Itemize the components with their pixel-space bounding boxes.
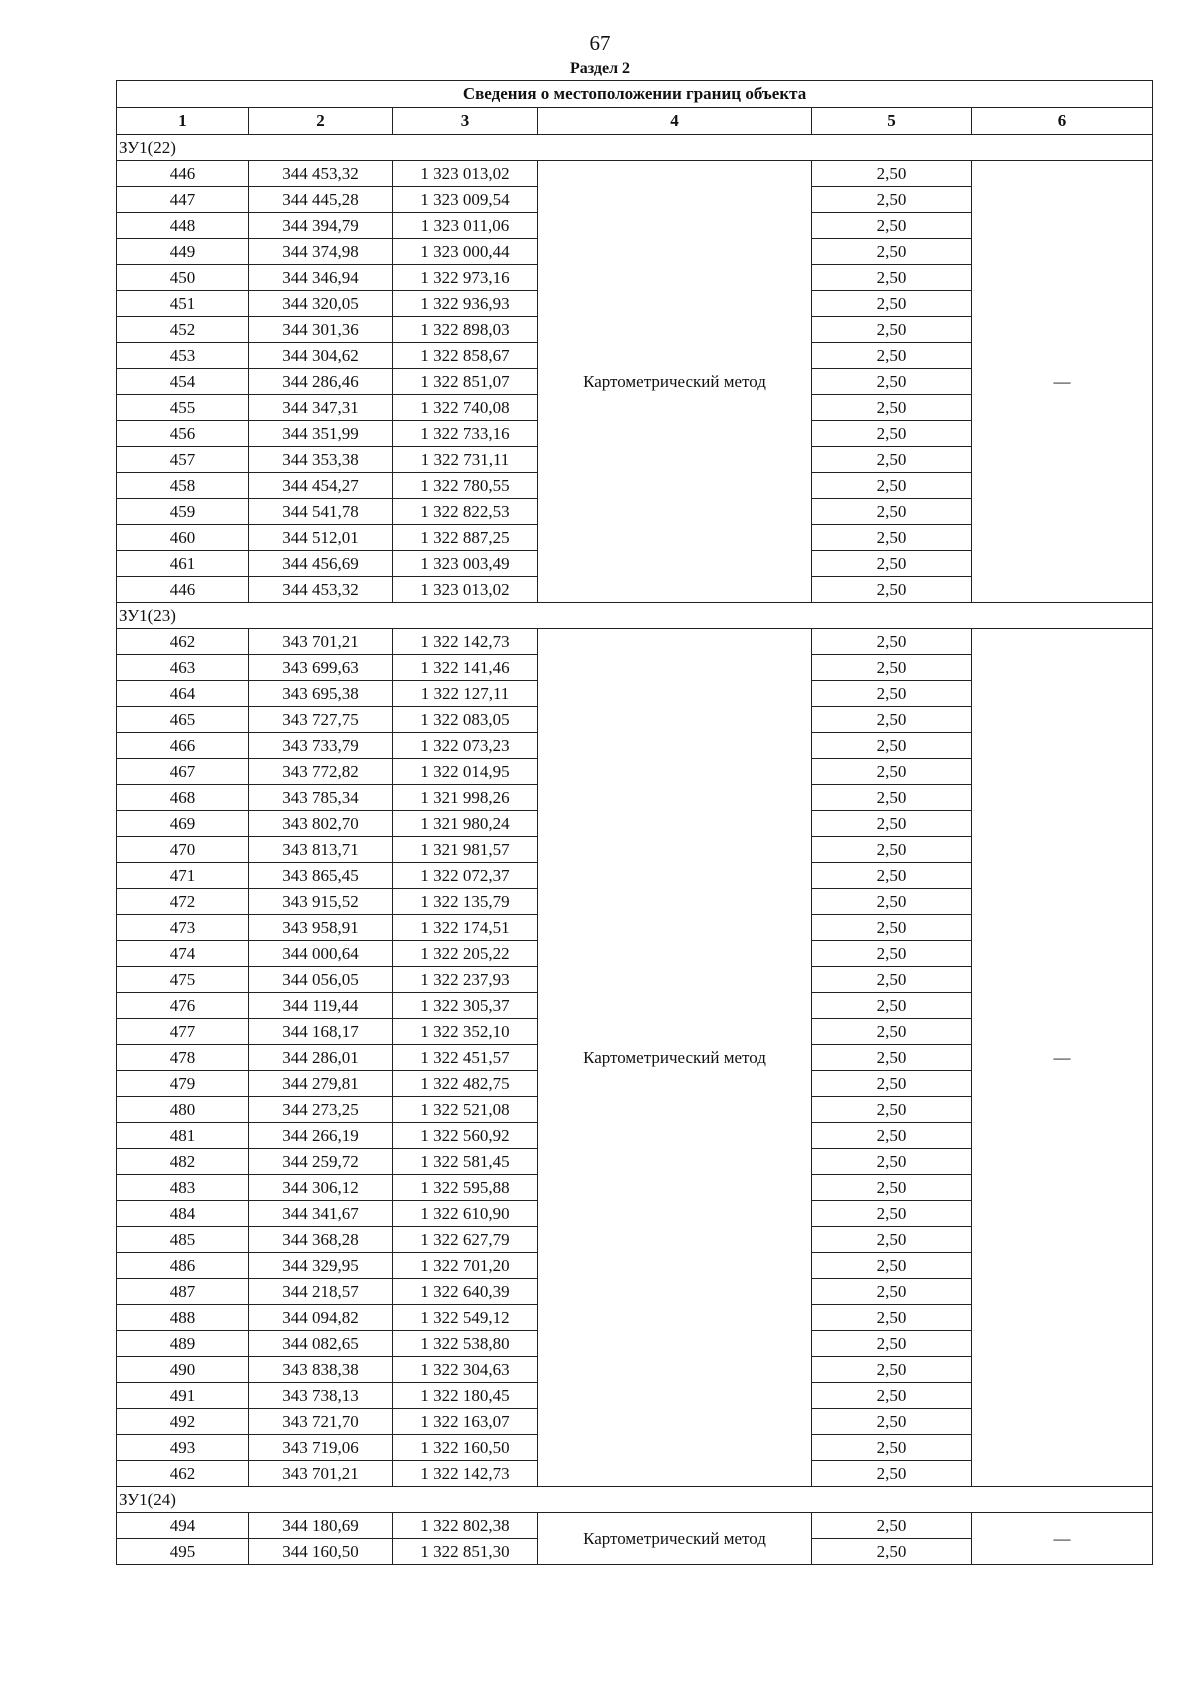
coord-y: 1 322 083,05 (393, 707, 538, 733)
coord-x: 343 733,79 (249, 733, 393, 759)
notes-cell: — (972, 1513, 1153, 1565)
method-cell: Картометрический метод (538, 161, 812, 603)
accuracy-value: 2,50 (812, 1201, 972, 1227)
point-number: 464 (117, 681, 249, 707)
coord-x: 343 772,82 (249, 759, 393, 785)
group-header-row (117, 603, 1153, 629)
accuracy-value: 2,50 (812, 759, 972, 785)
coord-y: 1 322 305,37 (393, 993, 538, 1019)
column-header-row (117, 108, 1153, 135)
coord-y: 1 322 160,50 (393, 1435, 538, 1461)
coord-y: 1 322 936,93 (393, 291, 538, 317)
point-number: 463 (117, 655, 249, 681)
coord-y: 1 322 780,55 (393, 473, 538, 499)
group-header-row (117, 135, 1153, 161)
point-number: 475 (117, 967, 249, 993)
group-header-row (117, 1487, 1153, 1513)
point-number: 459 (117, 499, 249, 525)
coord-y: 1 322 731,11 (393, 447, 538, 473)
group-name: ЗУ1(22) (117, 135, 1153, 161)
accuracy-value: 2,50 (812, 1305, 972, 1331)
table-title-row (117, 81, 1153, 108)
accuracy-value: 2,50 (812, 1175, 972, 1201)
accuracy-value: 2,50 (812, 291, 972, 317)
coord-x: 343 958,91 (249, 915, 393, 941)
coord-y: 1 322 898,03 (393, 317, 538, 343)
coord-y: 1 322 538,80 (393, 1331, 538, 1357)
accuracy-value: 2,50 (812, 1357, 972, 1383)
table-row (117, 161, 1153, 187)
coord-y: 1 322 887,25 (393, 525, 538, 551)
coord-x: 344 374,98 (249, 239, 393, 265)
point-number: 462 (117, 629, 249, 655)
accuracy-value: 2,50 (812, 161, 972, 187)
accuracy-value: 2,50 (812, 1409, 972, 1435)
coord-x: 344 259,72 (249, 1149, 393, 1175)
coord-y: 1 322 237,93 (393, 967, 538, 993)
point-number: 461 (117, 551, 249, 577)
coord-y: 1 321 981,57 (393, 837, 538, 863)
point-number: 481 (117, 1123, 249, 1149)
coord-x: 344 056,05 (249, 967, 393, 993)
accuracy-value: 2,50 (812, 577, 972, 603)
coord-x: 344 351,99 (249, 421, 393, 447)
coord-y: 1 322 174,51 (393, 915, 538, 941)
point-number: 456 (117, 421, 249, 447)
column-header: 5 (812, 108, 972, 135)
coord-x: 343 721,70 (249, 1409, 393, 1435)
coord-x: 344 306,12 (249, 1175, 393, 1201)
coord-y: 1 322 560,92 (393, 1123, 538, 1149)
point-number: 466 (117, 733, 249, 759)
coord-x: 343 727,75 (249, 707, 393, 733)
accuracy-value: 2,50 (812, 655, 972, 681)
coord-y: 1 322 163,07 (393, 1409, 538, 1435)
coord-x: 343 695,38 (249, 681, 393, 707)
point-number: 486 (117, 1253, 249, 1279)
point-number: 495 (117, 1539, 249, 1565)
accuracy-value: 2,50 (812, 1461, 972, 1487)
coord-y: 1 322 180,45 (393, 1383, 538, 1409)
method-cell: Картометрический метод (538, 1513, 812, 1565)
coord-x: 343 701,21 (249, 1461, 393, 1487)
coord-x: 343 802,70 (249, 811, 393, 837)
point-number: 484 (117, 1201, 249, 1227)
coord-x: 344 168,17 (249, 1019, 393, 1045)
accuracy-value: 2,50 (812, 1071, 972, 1097)
coord-y: 1 322 549,12 (393, 1305, 538, 1331)
accuracy-value: 2,50 (812, 837, 972, 863)
point-number: 489 (117, 1331, 249, 1357)
coord-y: 1 323 009,54 (393, 187, 538, 213)
coord-x: 344 368,28 (249, 1227, 393, 1253)
point-number: 447 (117, 187, 249, 213)
point-number: 450 (117, 265, 249, 291)
accuracy-value: 2,50 (812, 785, 972, 811)
coord-x: 344 119,44 (249, 993, 393, 1019)
column-header: 2 (249, 108, 393, 135)
coord-y: 1 322 141,46 (393, 655, 538, 681)
coord-y: 1 322 595,88 (393, 1175, 538, 1201)
coord-x: 344 273,25 (249, 1097, 393, 1123)
point-number: 473 (117, 915, 249, 941)
column-header: 4 (538, 108, 812, 135)
point-number: 465 (117, 707, 249, 733)
point-number: 449 (117, 239, 249, 265)
accuracy-value: 2,50 (812, 499, 972, 525)
accuracy-value: 2,50 (812, 395, 972, 421)
coord-y: 1 322 851,07 (393, 369, 538, 395)
coord-x: 344 453,32 (249, 577, 393, 603)
point-number: 460 (117, 525, 249, 551)
coord-y: 1 322 802,38 (393, 1513, 538, 1539)
accuracy-value: 2,50 (812, 1097, 972, 1123)
accuracy-value: 2,50 (812, 733, 972, 759)
point-number: 462 (117, 1461, 249, 1487)
point-number: 493 (117, 1435, 249, 1461)
table-row (117, 629, 1153, 655)
coord-y: 1 322 858,67 (393, 343, 538, 369)
accuracy-value: 2,50 (812, 629, 972, 655)
notes-cell: — (972, 161, 1153, 603)
coord-y: 1 323 013,02 (393, 161, 538, 187)
coord-x: 343 719,06 (249, 1435, 393, 1461)
coord-y: 1 321 998,26 (393, 785, 538, 811)
accuracy-value: 2,50 (812, 1019, 972, 1045)
section-title: Раздел 2 (569, 60, 631, 77)
coord-x: 344 082,65 (249, 1331, 393, 1357)
accuracy-value: 2,50 (812, 1539, 972, 1565)
point-number: 448 (117, 213, 249, 239)
accuracy-value: 2,50 (812, 551, 972, 577)
accuracy-value: 2,50 (812, 915, 972, 941)
coord-x: 344 394,79 (249, 213, 393, 239)
point-number: 491 (117, 1383, 249, 1409)
coord-y: 1 322 073,23 (393, 733, 538, 759)
coord-x: 344 000,64 (249, 941, 393, 967)
coord-y: 1 323 013,02 (393, 577, 538, 603)
point-number: 480 (117, 1097, 249, 1123)
coord-y: 1 322 127,11 (393, 681, 538, 707)
point-number: 492 (117, 1409, 249, 1435)
coord-x: 344 320,05 (249, 291, 393, 317)
coord-x: 344 454,27 (249, 473, 393, 499)
coord-y: 1 322 142,73 (393, 629, 538, 655)
coord-y: 1 323 011,06 (393, 213, 538, 239)
point-number: 455 (117, 395, 249, 421)
column-header: 1 (117, 108, 249, 135)
point-number: 494 (117, 1513, 249, 1539)
point-number: 471 (117, 863, 249, 889)
accuracy-value: 2,50 (812, 681, 972, 707)
coord-y: 1 322 451,57 (393, 1045, 538, 1071)
point-number: 451 (117, 291, 249, 317)
coord-x: 344 266,19 (249, 1123, 393, 1149)
accuracy-value: 2,50 (812, 863, 972, 889)
coord-y: 1 322 740,08 (393, 395, 538, 421)
point-number: 483 (117, 1175, 249, 1201)
coord-x: 344 353,38 (249, 447, 393, 473)
coord-y: 1 322 627,79 (393, 1227, 538, 1253)
point-number: 468 (117, 785, 249, 811)
accuracy-value: 2,50 (812, 239, 972, 265)
coord-y: 1 322 851,30 (393, 1539, 538, 1565)
accuracy-value: 2,50 (812, 187, 972, 213)
point-number: 454 (117, 369, 249, 395)
coord-x: 344 453,32 (249, 161, 393, 187)
coord-x: 344 347,31 (249, 395, 393, 421)
accuracy-value: 2,50 (812, 343, 972, 369)
point-number: 490 (117, 1357, 249, 1383)
coord-y: 1 322 304,63 (393, 1357, 538, 1383)
coord-x: 344 218,57 (249, 1279, 393, 1305)
column-header: 6 (972, 108, 1153, 135)
point-number: 477 (117, 1019, 249, 1045)
point-number: 446 (117, 161, 249, 187)
point-number: 474 (117, 941, 249, 967)
accuracy-value: 2,50 (812, 811, 972, 837)
column-header: 3 (393, 108, 538, 135)
accuracy-value: 2,50 (812, 1383, 972, 1409)
point-number: 457 (117, 447, 249, 473)
coord-x: 344 329,95 (249, 1253, 393, 1279)
coord-y: 1 322 701,20 (393, 1253, 538, 1279)
coord-y: 1 322 482,75 (393, 1071, 538, 1097)
coord-y: 1 322 014,95 (393, 759, 538, 785)
coord-x: 343 915,52 (249, 889, 393, 915)
page-number: 67 (589, 31, 611, 55)
point-number: 482 (117, 1149, 249, 1175)
coord-x: 344 301,36 (249, 317, 393, 343)
table-row (117, 1513, 1153, 1539)
accuracy-value: 2,50 (812, 993, 972, 1019)
point-number: 485 (117, 1227, 249, 1253)
point-number: 467 (117, 759, 249, 785)
coord-y: 1 322 640,39 (393, 1279, 538, 1305)
accuracy-value: 2,50 (812, 1435, 972, 1461)
coord-y: 1 322 521,08 (393, 1097, 538, 1123)
point-number: 476 (117, 993, 249, 1019)
accuracy-value: 2,50 (812, 1279, 972, 1305)
coord-y: 1 322 072,37 (393, 863, 538, 889)
accuracy-value: 2,50 (812, 265, 972, 291)
accuracy-value: 2,50 (812, 707, 972, 733)
coord-x: 343 838,38 (249, 1357, 393, 1383)
accuracy-value: 2,50 (812, 1253, 972, 1279)
coord-y: 1 322 135,79 (393, 889, 538, 915)
point-number: 469 (117, 811, 249, 837)
coord-y: 1 322 352,10 (393, 1019, 538, 1045)
coord-x: 344 304,62 (249, 343, 393, 369)
accuracy-value: 2,50 (812, 967, 972, 993)
accuracy-value: 2,50 (812, 473, 972, 499)
accuracy-value: 2,50 (812, 525, 972, 551)
coord-x: 344 541,78 (249, 499, 393, 525)
coord-y: 1 322 973,16 (393, 265, 538, 291)
coord-y: 1 321 980,24 (393, 811, 538, 837)
coord-x: 344 180,69 (249, 1513, 393, 1539)
table-title: Сведения о местоположении границ объекта (117, 81, 1153, 108)
accuracy-value: 2,50 (812, 1149, 972, 1175)
coord-x: 344 286,01 (249, 1045, 393, 1071)
point-number: 488 (117, 1305, 249, 1331)
accuracy-value: 2,50 (812, 889, 972, 915)
accuracy-value: 2,50 (812, 421, 972, 447)
coord-x: 343 865,45 (249, 863, 393, 889)
group-name: ЗУ1(24) (117, 1487, 1153, 1513)
coord-y: 1 322 205,22 (393, 941, 538, 967)
accuracy-value: 2,50 (812, 447, 972, 473)
coord-x: 344 279,81 (249, 1071, 393, 1097)
point-number: 479 (117, 1071, 249, 1097)
method-cell: Картометрический метод (538, 629, 812, 1487)
coord-y: 1 322 581,45 (393, 1149, 538, 1175)
coord-x: 344 512,01 (249, 525, 393, 551)
coord-y: 1 322 733,16 (393, 421, 538, 447)
accuracy-value: 2,50 (812, 1045, 972, 1071)
point-number: 452 (117, 317, 249, 343)
coord-x: 343 701,21 (249, 629, 393, 655)
accuracy-value: 2,50 (812, 213, 972, 239)
notes-cell: — (972, 629, 1153, 1487)
group-name: ЗУ1(23) (117, 603, 1153, 629)
accuracy-value: 2,50 (812, 1513, 972, 1539)
coord-x: 344 346,94 (249, 265, 393, 291)
point-number: 478 (117, 1045, 249, 1071)
point-number: 470 (117, 837, 249, 863)
coord-x: 344 094,82 (249, 1305, 393, 1331)
point-number: 446 (117, 577, 249, 603)
accuracy-value: 2,50 (812, 1227, 972, 1253)
coord-x: 343 699,63 (249, 655, 393, 681)
coord-y: 1 322 822,53 (393, 499, 538, 525)
coord-x: 344 445,28 (249, 187, 393, 213)
accuracy-value: 2,50 (812, 1331, 972, 1357)
accuracy-value: 2,50 (812, 369, 972, 395)
accuracy-value: 2,50 (812, 317, 972, 343)
coord-x: 343 813,71 (249, 837, 393, 863)
point-number: 487 (117, 1279, 249, 1305)
coord-y: 1 323 003,49 (393, 551, 538, 577)
coord-x: 343 785,34 (249, 785, 393, 811)
coord-x: 344 286,46 (249, 369, 393, 395)
point-number: 472 (117, 889, 249, 915)
table-body (117, 81, 1153, 1565)
coord-x: 343 738,13 (249, 1383, 393, 1409)
accuracy-value: 2,50 (812, 941, 972, 967)
boundary-coordinates-table (116, 80, 1153, 1565)
coord-y: 1 322 610,90 (393, 1201, 538, 1227)
point-number: 453 (117, 343, 249, 369)
point-number: 458 (117, 473, 249, 499)
coord-y: 1 323 000,44 (393, 239, 538, 265)
coord-x: 344 456,69 (249, 551, 393, 577)
coord-y: 1 322 142,73 (393, 1461, 538, 1487)
accuracy-value: 2,50 (812, 1123, 972, 1149)
coord-x: 344 341,67 (249, 1201, 393, 1227)
coord-x: 344 160,50 (249, 1539, 393, 1565)
